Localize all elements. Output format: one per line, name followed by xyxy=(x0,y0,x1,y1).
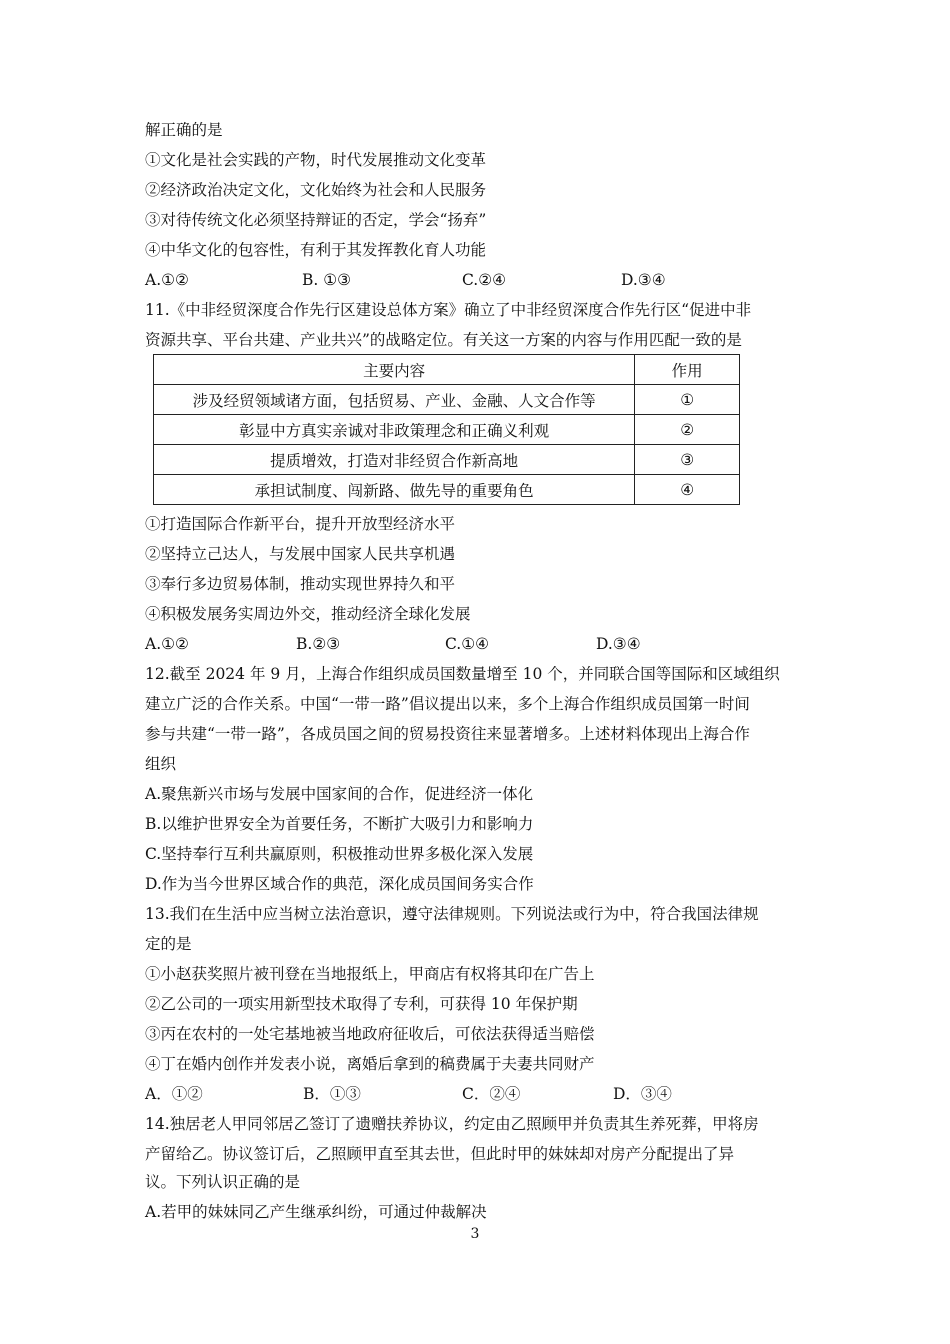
q13-option-a: A．①② xyxy=(145,1085,203,1103)
q14-stem-line-3: 议。下列认识正确的是 xyxy=(145,1173,301,1191)
q10-item-3: ③对待传统文化必须坚持辩证的否定，学会“扬弃” xyxy=(145,211,487,229)
q11-option-a: A.①② xyxy=(145,635,189,653)
table-cell-effect: ② xyxy=(635,415,740,445)
q13-option-d: D．③④ xyxy=(613,1085,672,1103)
q13-item-3: ③丙在农村的一处宅基地被当地政府征收后，可依法获得适当赔偿 xyxy=(145,1025,595,1043)
table-row xyxy=(154,385,740,415)
q11-content-table xyxy=(153,354,740,505)
q10-item-4: ④中华文化的包容性，有利于其发挥教化育人功能 xyxy=(145,241,487,259)
q13-item-2: ②乙公司的一项实用新型技术取得了专利，可获得 10 年保护期 xyxy=(145,995,578,1013)
q12-stem-line-2: 建立广泛的合作关系。中国“一带一路”倡议提出以来，多个上海合作组织成员国第一时间 xyxy=(145,695,750,713)
q11-item-1: ①打造国际合作新平台，提升开放型经济水平 xyxy=(145,515,456,533)
q11-option-c: C.①④ xyxy=(445,635,490,653)
table-cell-content: 彰显中方真实亲诚对非政策理念和正确义利观 xyxy=(154,415,635,445)
q11-option-b: B.②③ xyxy=(296,635,341,653)
q12-stem-line-4: 组织 xyxy=(145,755,177,773)
q10-stem-tail: 解正确的是 xyxy=(145,121,223,139)
q12-choice-a: A.聚焦新兴市场与发展中国家间的合作，促进经济一体化 xyxy=(145,785,534,803)
q12-choice-d: D.作为当今世界区域合作的典范，深化成员国间务实合作 xyxy=(145,875,534,893)
q11-stem-line-1: 11.《中非经贸深度合作先行区建设总体方案》确立了中非经贸深度合作先行区“促进中非 xyxy=(145,301,752,319)
q11-option-d: D.③④ xyxy=(596,635,641,653)
q13-stem-line-2: 定的是 xyxy=(145,935,192,953)
table-cell-content: 涉及经贸领域诸方面，包括贸易、产业、金融、人文合作等 xyxy=(154,385,635,415)
q11-item-3: ③奉行多边贸易体制，推动实现世界持久和平 xyxy=(145,575,456,593)
q14-stem-line-1: 14.独居老人甲同邻居乙签订了遗赠扶养协议，约定由乙照顾甲并负责其生养死葬，甲将房 xyxy=(145,1115,759,1133)
table-row xyxy=(154,415,740,445)
q10-option-d: D.③④ xyxy=(621,271,666,289)
q10-option-a: A.①② xyxy=(145,271,189,289)
q14-choice-a: A.若甲的妹妹同乙产生继承纠纷，可通过仲裁解决 xyxy=(145,1203,487,1221)
table-header-effect: 作用 xyxy=(635,355,740,385)
q10-item-2: ②经济政治决定文化，文化始终为社会和人民服务 xyxy=(145,181,487,199)
table-cell-effect: ③ xyxy=(635,445,740,475)
q14-stem-line-2: 产留给乙。协议签订后，乙照顾甲直至其去世，但此时甲的妹妹却对房产分配提出了异 xyxy=(145,1145,735,1163)
q11-item-2: ②坚持立己达人，与发展中国家人民共享机遇 xyxy=(145,545,456,563)
q13-item-4: ④丁在婚内创作并发表小说，离婚后拿到的稿费属于夫妻共同财产 xyxy=(145,1055,595,1073)
table-header-row xyxy=(154,355,740,385)
q12-choice-c: C.坚持奉行互利共赢原则，积极推动世界多极化深入发展 xyxy=(145,845,534,863)
table-cell-content: 提质增效，打造对非经贸合作新高地 xyxy=(154,445,635,475)
q10-option-b: B. ①③ xyxy=(302,271,352,289)
table-row xyxy=(154,475,740,505)
table-cell-effect: ① xyxy=(635,385,740,415)
q10-item-1: ①文化是社会实践的产物，时代发展推动文化变革 xyxy=(145,151,487,169)
q12-stem-line-1: 12.截至 2024 年 9 月，上海合作组织成员国数量增至 10 个，并同联合国等国际和区域组织 xyxy=(145,665,780,683)
q13-stem-line-1: 13.我们在生活中应当树立法治意识，遵守法律规则。下列说法或行为中，符合我国法律规 xyxy=(145,905,759,923)
table-cell-effect: ④ xyxy=(635,475,740,505)
table-header-content: 主要内容 xyxy=(154,355,635,385)
q13-item-1: ①小赵获奖照片被刊登在当地报纸上，甲商店有权将其印在广告上 xyxy=(145,965,595,983)
q13-option-b: B．①③ xyxy=(303,1085,361,1103)
q10-option-c: C.②④ xyxy=(462,271,507,289)
page-number: 3 xyxy=(470,1226,480,1242)
q11-item-4: ④积极发展务实周边外交，推动经济全球化发展 xyxy=(145,605,471,623)
q12-stem-line-3: 参与共建“一带一路”，各成员国之间的贸易投资往来显著增多。上述材料体现出上海合作 xyxy=(145,725,750,743)
q12-choice-b: B.以维护世界安全为首要任务，不断扩大吸引力和影响力 xyxy=(145,815,534,833)
q13-option-c: C．②④ xyxy=(462,1085,521,1103)
table-cell-content: 承担试制度、闯新路、做先导的重要角色 xyxy=(154,475,635,505)
table-row xyxy=(154,445,740,475)
q11-stem-line-2: 资源共享、平台共建、产业共兴”的战略定位。有关这一方案的内容与作用匹配一致的是 xyxy=(145,331,742,349)
